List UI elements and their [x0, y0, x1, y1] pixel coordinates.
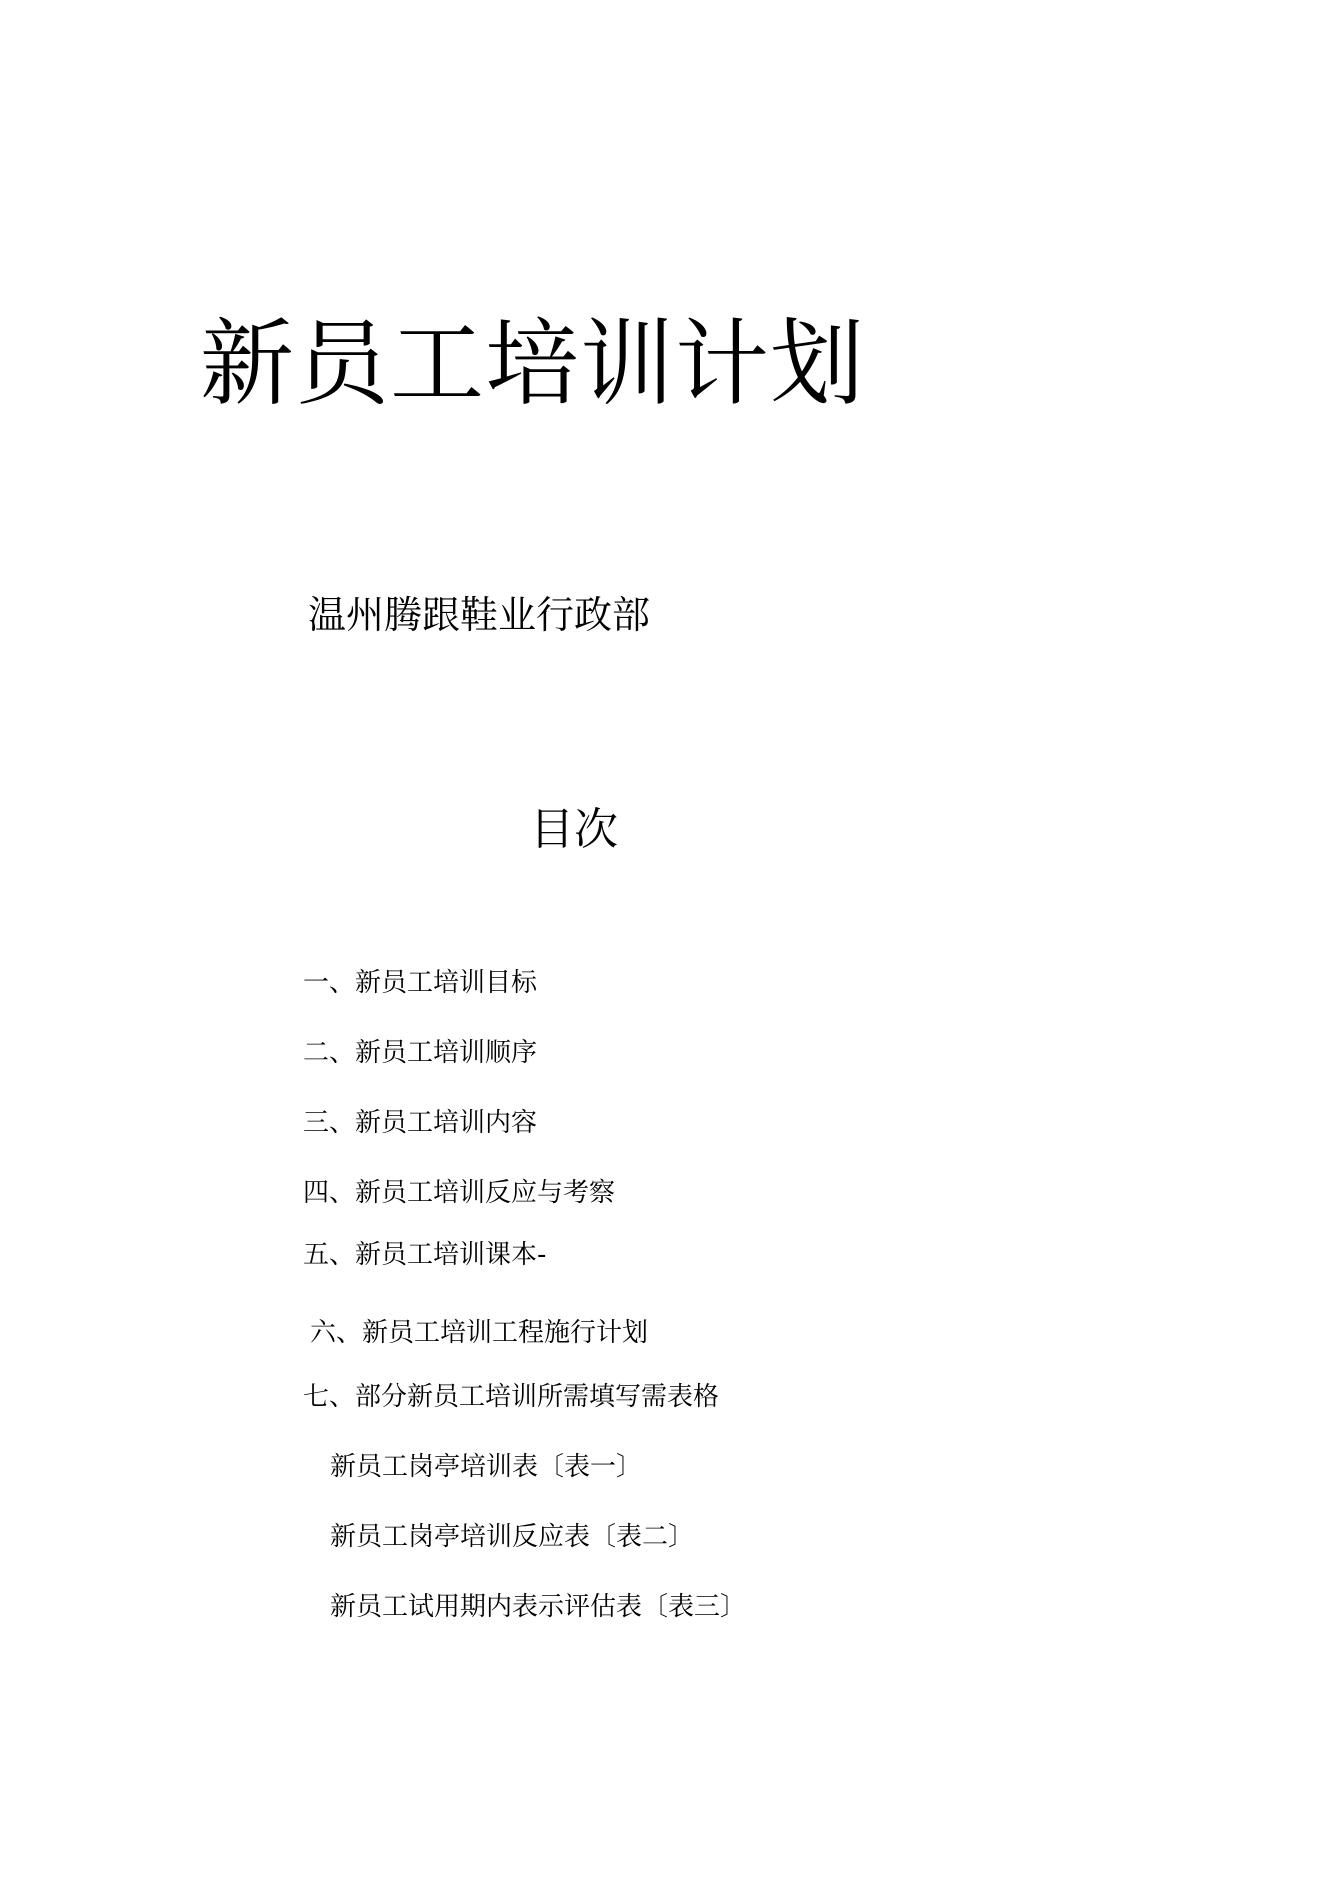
- toc-subitem-table-2[interactable]: 新员工岗亭培训反应表〔表二〕: [330, 1522, 695, 1552]
- toc-item-3[interactable]: 三、新员工培训内容: [303, 1108, 538, 1138]
- toc-item-5[interactable]: 五、新员工培训课本-: [303, 1240, 547, 1270]
- toc-item-2[interactable]: 二、新员工培训顺序: [303, 1038, 538, 1068]
- toc-subitem-table-3[interactable]: 新员工试用期内表示评估表〔表三〕: [330, 1592, 747, 1622]
- toc-item-6[interactable]: 六、新员工培训工程施行计划: [310, 1318, 649, 1348]
- toc-item-4[interactable]: 四、新员工培训反应与考察: [303, 1178, 616, 1208]
- toc-heading: 目次: [530, 804, 618, 855]
- organization-name: 温州腾跟鞋业行政部: [308, 593, 651, 637]
- toc-item-7[interactable]: 七、部分新员工培训所需填写需表格: [303, 1382, 720, 1412]
- toc-subitem-table-1[interactable]: 新员工岗亭培训表〔表一〕: [330, 1452, 643, 1482]
- toc-item-1[interactable]: 一、新员工培训目标: [303, 968, 538, 998]
- document-title: 新员工培训计划: [200, 309, 866, 419]
